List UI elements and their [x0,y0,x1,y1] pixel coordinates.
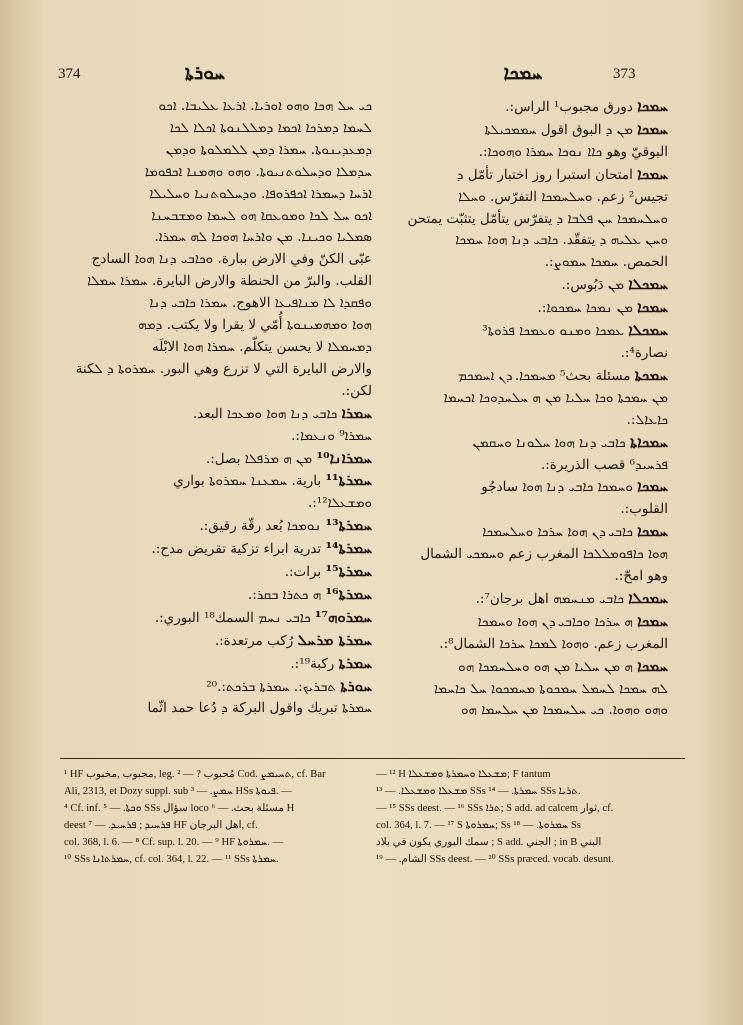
dictionary-line [366,634,668,655]
dictionary-line [366,566,668,587]
entry-text: ܐܟܘ ܚܠ ܠܟܐ ܘܡܘܥܩܐ ܗܘ ܠܚܡܐ ܘܡܫܒܚܢܐ [151,207,372,224]
entry-text: تدرية ابراء تزكية تقريض مدح:. [151,541,326,558]
entry-text: ܕܡܥܕܝܢܘܬܐ. ܚܡܪܐ ܕܡܢ ܠܠܡܠܘܬܐ ܘܕܡܢ [165,141,372,158]
dictionary-line [366,588,668,610]
entry-text: ركبة¹⁹:. [290,655,339,672]
entry-text: ܗܘܐ ܟܐܦܘܡܠܠܟܐ المغرب زعم ܘܚܡܟܝ الشمال [420,546,668,563]
entry-text: بارية. ܚܡܥܢܐ ܚܡܪܘܬܐ بواري [173,473,326,490]
entry-text: القلب. والبرّ من الحنطة والارض البايرة. ܚܡܪܐ ܚܡܠܐ [87,273,372,290]
dictionary-line [366,656,668,678]
entry-text: ܣܡܠܝܐ ܘܟܝܢܐ. ܡܢ ܘܐܪܚܐ ܗܘܟܐ ܠܗ ܚܡܪܐ. [154,229,372,246]
entry-text: المغرب زعم. ܘܗܘܐ ܠܡܟܐ ܚܪܟܐ الشمال⁸:. [439,635,668,652]
dictionary-line [72,227,372,248]
dictionary-line [72,470,372,492]
headword: ܚܘܪܬܐ [340,676,372,695]
footnote-line: col. 368, l. 6. — ⁸ Cf. sup. l. 20. — ⁹ HF ܚܡܪܘܬܐ. — [64,837,284,848]
entry-text: تجيس² زعم. ܘܚܠܚܡܟܐ التفرّس. ܘܚܠܐ [458,188,668,205]
dictionary-line [366,297,668,319]
dictionary-line [72,515,372,537]
dictionary-line [366,679,668,700]
dictionary-line [72,96,372,117]
entry-text: ܗ ܡܢ ܚܠܝܐ ܡܢ ܗܘ ܘܚܠܚܡܟܐ ܗܘ [458,658,638,675]
footnote-line: ¹ HF مجبوب ,مخبوب, leg. مُحبوب ? — ² Cod. ܬܚܝܡܨ, cf. Bar [64,769,326,780]
entry-text: ܡܢ ܗ ܡܪܦܠܐ بصل:. [205,450,317,467]
footnote-line: col. 364, l. 7. — ¹⁷ S ܚܡܪܘܬܐ; Ss ܚܡܪܘܬܐ. — ¹⁸ Ss [376,820,581,831]
headword: ܚܡܟܐ [637,656,668,675]
footnote-line: ⁴ Cf. inf. ܘܟܬܐ. — ⁵ SSs سؤال loco مسئلة بحث. — ⁶ H [64,803,295,814]
footnotes-right [376,766,676,891]
entry-text: وهو امحّ:. [614,568,668,585]
dictionary-line [366,119,668,141]
headword: ܚܡܪܬܐ¹¹ [325,471,372,490]
headword: ܚܡܪܬܐ [338,653,372,672]
entry-text: ܟܐܒܝ ܡܢܚܡܗ اهل برجان⁷:. [475,590,629,607]
dictionary-line [366,96,668,118]
dictionary-line [366,343,668,364]
headword: ܚܡܪܬܐ¹³ [325,516,372,535]
entry-text: نصارة⁴:. [620,344,668,361]
dictionary-line [366,544,668,565]
entry-text: ܕܡܚܡܠܐ لا يحسن يتكلّم. ܚܡܪܐ ܗܘܐ الابْلَه [152,338,372,355]
entry-text: ܟܐܥܐܠ:. [626,411,668,428]
entry-text: ܟܐܒܝ ܕܢܐ ܗܘܐ ܚܠܘܢܐ ܘܚܩܡܢ [472,434,630,451]
dictionary-line [72,676,372,698]
dictionary-line [72,448,372,470]
dictionary-line [72,184,372,205]
entry-text: القلوب:. [620,501,668,518]
headword: ܚܡܪܐܢܐ¹⁰ [316,448,372,467]
headword: ܚܡܟܐ [637,164,668,183]
dictionary-line [72,162,372,183]
headword: ܚܡܟܐ [637,477,668,496]
entry-text: ܗ ܚܪܟܐ ܘܟܐܒܝ ܕܢ ܗܘܐ ܘܚܡܟܐ [477,613,638,630]
dictionary-line [366,274,668,296]
headword: ܚܡܟܐ [637,522,668,541]
entry-text: ܘܡܫܥܠܐ¹²:. [307,495,372,512]
dictionary-line [366,388,668,409]
dictionary-line [366,252,668,273]
entry-text: ܟܝ ܚܠ ܗܟܐ ܘܗܘ ܐܘܪܝܐ. ܐܪܥܐ ܥܠܝܒܐ. ܐܟܘ [158,98,372,114]
footnote-line: سمك البوري يكون في بلاد ; S add. الجني ; in B البني [376,837,602,848]
entry-text: لكن:. [341,382,372,399]
dictionary-line [72,584,372,606]
page-number-right: 373 [613,66,636,82]
dictionary-line [366,521,668,543]
dictionary-line [72,271,372,292]
dictionary-line [72,538,372,560]
dictionary-line [72,118,372,139]
column-right [366,96,668,756]
dictionary-line [366,365,668,387]
entry-text: مسئلة بحث⁵ ܡܚܡܟܐ. ܕܢ ܐܚܡܟܡ [458,367,635,384]
entry-text: ܟܐܒܝ ܢܚܡ السمك¹⁸ البوري:. [154,609,315,626]
dictionary-line [72,293,372,314]
entry-text: دورق مجبوب¹ الراس:. [505,99,638,115]
headword: ܚܡܪܐ [341,403,372,422]
footnote-line: Ali, 2313, et Dozy suppl. sub ܚܡܨ. — ³ HSs ܦܝܘܬܐ. — [64,786,292,797]
entry-text: ܠܚܡܐ ܕܡܪܟܐ ܐܟܡܐ ܕܡܠܠܢܘܬܐ ܐܟܠܐ ܠܟܐ [169,119,372,136]
dictionary-line [366,611,668,633]
running-head-left: ܚܘܪܬܐ [184,62,226,84]
dictionary-line [366,320,668,342]
dictionary-line [72,140,372,161]
entry-text: امتحان استبرا روز اختبار تأمّل ܕ [456,166,638,183]
headword: ܚܡܟܠܐ [628,588,668,607]
footnote-line: الشام. — ¹⁹ SSs deest. — ²⁰ SSs præced. vocab. desunt. [376,854,614,865]
dictionary-line [72,315,372,336]
headword: ܚܡܪܬܐ ܡܪܚܠ [297,630,372,649]
entry-text: ܗܘܐ ܘܡܗܡܝܢܘܬܐ أُمّي لا يقرا ولا يكتب. ܕܡܗ [138,317,372,334]
dictionary-line [366,209,668,230]
headword: ܚܡܪܬܐ¹⁴ [325,539,372,558]
entry-text: رُكب مرتعدة:. [214,632,298,649]
headword: ܚܡܪܬܐ¹⁵ [325,562,372,581]
entry-text: ܚܕܡܠܐ ܘܕܚܠܘܬܢܝܘܬܐ. ܘܗܘ ܘܗܡܢܐ ܐܟܦܘܡܐ [144,163,372,180]
entry-text: ܘܚܠܚܡܟܐ ܚܢ ܦܠܒܐ ܕ يتفرّس يتأمّل يتثبّت يمتحن [407,210,668,227]
dictionary-line [366,164,668,186]
entry-text: البوقيّ وهو ܟܐܐ ܢܘܟܐ ܚܡܪܐ ܘܗܘܟܐ:. [478,143,668,160]
entry-text: ܡܢ دَبُوس:. [561,277,629,294]
dictionary-line [366,187,668,208]
dictionary-line [72,381,372,402]
footnotes-left [64,766,364,891]
dictionary-line [72,561,372,583]
dictionary-line [72,493,372,514]
footnote-line: — ¹² H ܡܫܥܠܐ ܘܚܡܪܬܐ ܘܡܫܥܠܐ; F tantum [376,769,551,780]
dictionary-line [72,249,372,270]
headword: ܚܡܟܐ [637,611,668,630]
dictionary-line [366,230,668,251]
entry-text: والارض البايرة التي لا تزرع وهي البور. ܚܡܪܘܬܐ ܕ ܠكنة [75,360,372,377]
footnote-rule [60,758,685,759]
running-head-right: ܚܡܟܐ [503,62,543,84]
dictionary-line [72,698,372,719]
headword: ܚܡܟܠܐ [628,321,668,340]
entry-text: الحمص. ܚܡܟܐ ܚܡܘܨ:. [544,254,668,271]
headword: ܚܡܟܬܐ [634,365,668,384]
footnote-line: ܡܫܥܠܐ ܘܡܫܥܠܐ. — ¹³ SSs ܚܡܪܬܐ. — ¹⁴ SSs ܬܪܝܐ. [376,786,581,797]
entry-text: ܘܗܘ ܘܗܘܐ. ܟܝ ܚܠܚܡܟܐ ܡܢ ܚܠܚܡܐ ܗܘ [460,702,668,719]
entry-text: ܘܦܩܕܐ ܠܐ ܡܢܐܦܝܥܐ الاهوج. ܚܡܪܐ ܟܐܒܝ ܕܢܐ [149,295,372,312]
entry-text: ܘܚܢ ܥܠܝܗ ܕ يتفقّد. ܟܐܒܝ ܕܢܐ ܗܘܐ ܚܡܟܐ [455,232,668,249]
dictionary-line [72,337,372,358]
dictionary-line [72,630,372,652]
dictionary-line [72,426,372,447]
entry-text: ܚܡܪܬܐ تبريك واقول البركة ܕ دُعا حمد اثّما [147,700,372,717]
entry-text: ܠܗ ܚܡܟܐ ܠܚܡܠ ܚܡܟܘܬܐ ܡܚܡܟܘܐ ܚܠ ܟܐܚܡܐ [434,680,668,697]
dictionary-line [366,455,668,476]
entry-text: ܡܢ ܕ البوق اقول ܚܡܡܟܝܠܬܐ [484,121,638,138]
entry-text: ܘܚܡܟܐ ܟܐܒܝ ܕܢܐ ܗܘܐ سادجُو [481,479,638,496]
footnote-line: — ¹⁵ SSs deest. — ¹⁶ SSs ܬܪܐ; S add. ad calcem ثوار, cf. [376,803,614,814]
entry-text: ܟܐܒܝ ܕܢܐ ܗܘܐ ܘܡܥܟܐ البعد. [192,405,342,422]
dictionary-line [366,432,668,454]
dictionary-line [72,359,372,380]
headword: ܚܡܪܘܗ¹⁷ [314,607,372,626]
footnote-line: deest ܦܪܚܝܕ ; ܦܪܚܝܕ. — ⁷ HF اهل البرجان, cf. [64,820,258,831]
headword: ܚܡܪܬܐ¹⁶ [325,584,372,603]
entry-text: ܗ ܟܬܪܐ ܒܩܪ:. [247,586,326,603]
dictionary-line [366,476,668,498]
headword: ܚܡܟܐܬܐ [629,432,668,451]
dictionary-line [366,700,668,721]
headword: ܚܡܟܠܐ [628,275,668,294]
headword: ܚܡܟܐ [637,97,668,115]
entry-text: ܚܡܪܐ⁹ ܘܢܥܡܐ:. [291,427,372,444]
entry-text: ܡܢ ܚܡܟܬܐ ܘܟܐ ܚܠܝܐ ܡܢ ܗ ܚܠܚܕܘܟܐ ܐܟܚܡܐ [443,389,668,406]
entry-text: عبّى الكنّ وفي الارض ببارة. ܘܟܐܒܝ ܕܢܐ ܗܘܐ السادج [91,251,372,268]
headword: ܚܡܟܐ [637,119,668,138]
entry-text: ܬܒܪܝܟ:. ܚܡܪܬܐ ܒܪܟܬ:.²⁰ [206,678,341,695]
dictionary-line [366,410,668,431]
entry-text: برات:. [284,564,326,581]
dictionary-line [366,142,668,163]
column-left [72,96,372,756]
dictionary-line [72,206,372,227]
entry-text: ܥܡܟܐ ܘܡܢܘ ܘܥܡܟܐ ܦܪܘܬܐ³ [482,323,629,340]
headword: ܚܡܟܐ [637,298,668,317]
entry-text: ܟܐܒܝ ܕܢ ܗܘܐ ܚܪܟܐ ܘܚܠܚܡܟܐ [482,524,638,541]
dictionary-line [72,653,372,675]
footnote-line: ¹⁰ SSs ܚܡܪܬܐܢܐ, cf. col. 364, l. 22. — ¹¹ SSs ܚܡܪܬܐ. [64,854,279,865]
page-number-left: 374 [58,66,81,82]
dictionary-line [366,499,668,520]
dictionary-line [72,403,372,425]
entry-text: ܡܢ ܢܡܟܐ ܚܡܟܘܐ:. [537,300,638,317]
dictionary-line [72,607,372,629]
entry-text: ܐܪܚܐ ܕܚܡܪܐ ܐܟܦܪܘܦܐ. ܘܕܚܠܘܬܢܝܐ ܘܚܠܝܠܐ [149,185,372,202]
entry-text: ܦܪܚܝܕ⁶ قصب الذريرة:. [540,456,668,473]
entry-text: ܢܘܡܟܐ بُعد رقّة رقيق:. [199,518,326,535]
